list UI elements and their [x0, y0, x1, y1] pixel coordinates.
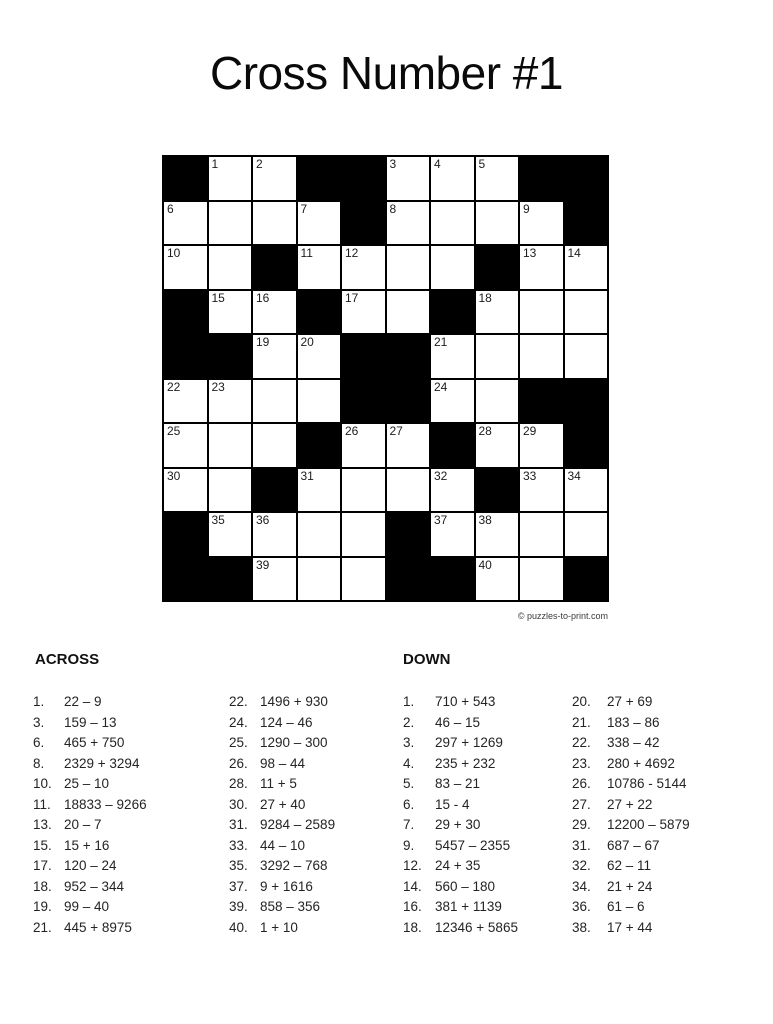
grid-cell[interactable]: [431, 513, 474, 556]
clue-number: 35.: [229, 858, 248, 873]
cell-number: 20: [300, 335, 314, 349]
cell-number: 40: [478, 557, 492, 572]
grid-cell[interactable]: [387, 246, 430, 289]
grid-cell-black: [298, 157, 341, 200]
clue-text: 15 + 16: [64, 837, 110, 853]
grid-cell[interactable]: [520, 513, 563, 556]
cell-number: 36: [256, 513, 270, 527]
cell-number: 17: [345, 290, 359, 305]
cell-number: 30: [167, 468, 181, 483]
clue-text: 12346 + 5865: [435, 919, 518, 935]
clue-item: [572, 920, 690, 941]
clue-item: [572, 797, 690, 818]
clue-number: 31.: [572, 837, 591, 853]
cell-number: 26: [345, 424, 359, 438]
clue-number: 30.: [229, 796, 248, 812]
clue-text: 710 + 543: [435, 694, 496, 709]
grid-cell[interactable]: [253, 157, 296, 200]
clue-number: 29.: [572, 817, 591, 832]
clue-number: 16.: [403, 899, 422, 914]
clue-number: 2.: [403, 714, 415, 730]
clue-text: 20 – 7: [64, 817, 102, 832]
grid-cell[interactable]: [565, 291, 608, 334]
clue-text: 9284 – 2589: [260, 817, 336, 832]
grid-cell[interactable]: [387, 469, 430, 512]
clue-text: 62 – 11: [607, 858, 652, 873]
watermark-credit: © puzzles-to-print.com: [517, 611, 608, 621]
grid-cell-black: [565, 380, 608, 423]
grid-cell[interactable]: [342, 291, 385, 334]
grid-cell[interactable]: [520, 424, 563, 467]
cell-number: 33: [523, 468, 537, 483]
clue-item: [33, 756, 147, 777]
clue-number: 8.: [33, 755, 45, 771]
cell-number: 16: [256, 290, 270, 305]
cell-number: 34: [567, 468, 581, 483]
grid-cell-black: [520, 157, 563, 200]
clue-number: 22.: [229, 694, 248, 709]
clue-text: 24 + 35: [435, 858, 481, 873]
grid-cell[interactable]: [209, 291, 252, 334]
clue-number: 14.: [403, 878, 422, 894]
clue-item: [403, 838, 518, 859]
clue-number: 3.: [403, 735, 415, 750]
cell-number: 5: [478, 157, 486, 171]
cell-number: 24: [434, 379, 448, 394]
clue-item: [229, 776, 335, 797]
grid-cell-black: [342, 202, 385, 245]
clue-text: 2329 + 3294: [64, 755, 140, 771]
cell-number: 15: [211, 290, 225, 305]
grid-cell[interactable]: [520, 291, 563, 334]
grid-cell[interactable]: [164, 246, 207, 289]
grid-cell[interactable]: [164, 202, 207, 245]
clue-number: 24.: [229, 714, 248, 730]
clue-text: 183 – 86: [607, 714, 660, 730]
grid-cell[interactable]: [298, 469, 341, 512]
cell-number: 39: [256, 557, 270, 572]
clue-item: [572, 715, 690, 736]
clue-text: 687 – 67: [607, 837, 660, 853]
grid-cell-black: [253, 246, 296, 289]
clue-number: 28.: [229, 776, 248, 791]
grid-cell[interactable]: [431, 380, 474, 423]
clue-item: [403, 817, 518, 838]
clue-item: [572, 776, 690, 797]
clue-text: 159 – 13: [64, 714, 117, 730]
grid-cell[interactable]: [209, 513, 252, 556]
cell-number: 12: [345, 246, 359, 260]
grid-cell[interactable]: [476, 513, 519, 556]
clue-text: 9 + 1616: [260, 878, 313, 894]
grid-cell[interactable]: [342, 246, 385, 289]
clue-text: 1 + 10: [260, 919, 298, 935]
clue-number: 6.: [33, 735, 45, 750]
grid-cell[interactable]: [342, 469, 385, 512]
clue-number: 25.: [229, 735, 248, 750]
grid-cell[interactable]: [209, 246, 252, 289]
cell-number: 37: [434, 513, 448, 527]
clue-number: 12.: [403, 858, 422, 873]
clue-item: [572, 879, 690, 900]
clue-item: [33, 797, 147, 818]
clue-text: 1496 + 930: [260, 694, 328, 709]
clue-text: 445 + 8975: [64, 919, 132, 935]
grid-cell-black: [164, 513, 207, 556]
clue-text: 952 – 344: [64, 878, 125, 894]
grid-cell[interactable]: [209, 202, 252, 245]
clue-item: [229, 817, 335, 838]
grid-cell[interactable]: [164, 380, 207, 423]
clue-text: 560 – 180: [435, 878, 496, 894]
clue-item: [229, 899, 335, 920]
clue-item: [403, 756, 518, 777]
grid-cell-black: [342, 157, 385, 200]
clue-text: 11 + 5: [260, 776, 297, 791]
page-title: Cross Number #1: [210, 47, 563, 99]
clue-text: 25 – 10: [64, 776, 110, 791]
cell-number: 18: [478, 290, 492, 305]
grid-cell[interactable]: [342, 513, 385, 556]
across-clues-column-2: [229, 694, 335, 940]
grid-cell[interactable]: [565, 469, 608, 512]
clue-number: 18.: [403, 919, 422, 935]
cell-number: 4: [434, 157, 441, 171]
grid-cell[interactable]: [431, 202, 474, 245]
clue-text: 21 + 24: [607, 878, 653, 894]
cell-number: 1: [211, 157, 219, 171]
clue-item: [33, 735, 147, 756]
cell-number: 9: [523, 201, 530, 216]
grid-cell[interactable]: [476, 335, 519, 378]
grid-cell-black: [164, 558, 207, 601]
clue-item: [403, 920, 518, 941]
cell-number: 21: [434, 335, 448, 349]
grid-cell[interactable]: [387, 424, 430, 467]
grid-cell[interactable]: [565, 246, 608, 289]
clue-number: 1.: [403, 694, 415, 709]
clue-text: 98 – 44: [260, 755, 306, 771]
clue-text: 83 – 21: [435, 776, 481, 791]
grid-cell[interactable]: [253, 202, 296, 245]
clue-item: [33, 838, 147, 859]
clue-number: 1.: [33, 694, 45, 709]
clue-item: [33, 899, 147, 920]
grid-cell[interactable]: [209, 424, 252, 467]
clue-item: [33, 694, 147, 715]
grid-cell-black: [565, 157, 608, 200]
clue-text: 46 – 15: [435, 714, 481, 730]
grid-cell[interactable]: [520, 335, 563, 378]
grid-cell[interactable]: [253, 513, 296, 556]
clue-text: 44 – 10: [260, 837, 306, 853]
grid-cell[interactable]: [476, 380, 519, 423]
clue-text: 3292 – 768: [260, 858, 328, 873]
clue-number: 34.: [572, 878, 591, 894]
clue-number: 39.: [229, 899, 248, 914]
grid-cell-black: [387, 380, 430, 423]
clue-number: 22.: [572, 735, 591, 750]
clue-item: [33, 920, 147, 941]
clue-item: [403, 858, 518, 879]
clue-number: 26.: [572, 776, 591, 791]
grid-cell[interactable]: [298, 202, 341, 245]
clue-number: 31.: [229, 817, 248, 832]
grid-cell[interactable]: [298, 335, 341, 378]
clue-item: [572, 838, 690, 859]
clue-text: 61 – 6: [607, 899, 645, 914]
down-header: DOWN: [403, 651, 451, 668]
clue-item: [572, 756, 690, 777]
cell-number: 14: [567, 246, 581, 260]
clue-item: [403, 735, 518, 756]
clue-number: 33.: [229, 837, 248, 853]
grid-cell-black: [476, 469, 519, 512]
grid-cell-black: [387, 558, 430, 601]
clue-number: 7.: [403, 817, 415, 832]
grid-cell[interactable]: [253, 291, 296, 334]
clue-text: 27 + 22: [607, 796, 653, 812]
clue-text: 18833 – 9266: [64, 796, 147, 812]
grid-cell-black: [387, 335, 430, 378]
clue-number: 21.: [33, 919, 52, 935]
cell-number: 19: [256, 335, 270, 349]
clue-item: [229, 858, 335, 879]
clue-text: 17 + 44: [607, 919, 653, 935]
grid-cell[interactable]: [387, 291, 430, 334]
clue-item: [403, 797, 518, 818]
cell-number: 31: [300, 468, 314, 483]
clue-text: 1290 – 300: [260, 735, 328, 750]
grid-cell-black: [565, 202, 608, 245]
clue-text: 338 – 42: [607, 735, 660, 750]
clue-number: 23.: [572, 755, 591, 771]
across-header: ACROSS: [35, 651, 100, 668]
cell-number: 11: [300, 246, 313, 260]
clue-text: 381 + 1139: [435, 899, 502, 914]
grid-cell[interactable]: [565, 335, 608, 378]
clue-text: 124 – 46: [260, 714, 313, 730]
clue-item: [229, 715, 335, 736]
grid-cell[interactable]: [431, 246, 474, 289]
cell-number: 35: [211, 513, 225, 527]
grid-cell-black: [209, 558, 252, 601]
clue-text: 29 + 30: [435, 817, 481, 832]
clue-text: 15 - 4: [435, 796, 470, 812]
clue-item: [572, 858, 690, 879]
cell-number: 23: [211, 379, 225, 394]
grid-cell-black: [565, 424, 608, 467]
clue-text: 99 – 40: [64, 899, 110, 914]
grid-cell[interactable]: [476, 558, 519, 601]
clue-number: 20.: [572, 694, 591, 709]
grid-cell[interactable]: [253, 335, 296, 378]
grid-cell-black: [431, 424, 474, 467]
grid-cell-black: [164, 335, 207, 378]
grid-cell[interactable]: [164, 469, 207, 512]
grid-cell-black: [565, 558, 608, 601]
clue-item: [403, 879, 518, 900]
cell-number: 2: [256, 157, 263, 171]
clue-text: 27 + 69: [607, 694, 653, 709]
grid-cell-black: [164, 157, 207, 200]
clue-number: 17.: [33, 858, 52, 873]
clue-item: [572, 735, 690, 756]
grid-cell[interactable]: [342, 558, 385, 601]
clue-text: 27 + 40: [260, 796, 306, 812]
grid-cell[interactable]: [476, 291, 519, 334]
cell-number: 10: [167, 246, 181, 260]
clue-number: 6.: [403, 796, 415, 812]
cell-number: 32: [434, 468, 448, 483]
cell-number: 27: [389, 424, 403, 438]
clue-item: [33, 715, 147, 736]
clue-item: [33, 817, 147, 838]
cell-number: 22: [167, 379, 181, 394]
grid-cell[interactable]: [565, 513, 608, 556]
grid-cell-black: [253, 469, 296, 512]
cell-number: 28: [478, 424, 492, 438]
grid-cell[interactable]: [476, 424, 519, 467]
grid-cell[interactable]: [298, 380, 341, 423]
grid-cell-black: [298, 424, 341, 467]
grid-cell[interactable]: [209, 157, 252, 200]
clue-number: 40.: [229, 919, 248, 935]
cell-number: 7: [300, 201, 308, 216]
grid-cell[interactable]: [298, 558, 341, 601]
down-clues-column-1: [403, 694, 518, 940]
clue-item: [229, 756, 335, 777]
clue-text: 10786 - 5144: [607, 776, 687, 791]
clue-number: 13.: [33, 817, 52, 832]
puzzle-grid: [162, 155, 609, 602]
clue-item: [33, 879, 147, 900]
grid-cell[interactable]: [520, 558, 563, 601]
clue-item: [403, 715, 518, 736]
grid-cell[interactable]: [342, 424, 385, 467]
grid-cell-black: [476, 246, 519, 289]
grid-cell[interactable]: [253, 380, 296, 423]
grid-cell-black: [164, 291, 207, 334]
grid-cell[interactable]: [476, 202, 519, 245]
clue-item: [572, 694, 690, 715]
clue-text: 235 + 232: [435, 755, 496, 771]
clue-number: 38.: [572, 919, 591, 935]
clue-number: 26.: [229, 755, 248, 771]
clue-number: 10.: [33, 776, 52, 791]
cell-number: 38: [478, 513, 492, 527]
grid-cell[interactable]: [431, 469, 474, 512]
grid-cell[interactable]: [431, 335, 474, 378]
clue-item: [229, 735, 335, 756]
clue-item: [403, 694, 518, 715]
clue-text: 280 + 4692: [607, 755, 675, 771]
cell-number: 13: [523, 246, 537, 260]
clue-item: [33, 858, 147, 879]
clue-number: 19.: [33, 899, 52, 914]
clue-number: 36.: [572, 899, 591, 914]
grid-cell[interactable]: [253, 558, 296, 601]
grid-cell-black: [520, 380, 563, 423]
grid-cell-black: [298, 291, 341, 334]
grid-cell[interactable]: [476, 157, 519, 200]
clue-item: [229, 838, 335, 859]
clue-number: 11.: [33, 796, 51, 812]
clue-text: 858 – 356: [260, 899, 321, 914]
clue-text: 22 – 9: [64, 694, 102, 709]
grid-cell-black: [387, 513, 430, 556]
cell-number: 6: [167, 201, 174, 216]
clue-item: [403, 899, 518, 920]
clue-item: [33, 776, 147, 797]
clue-number: 32.: [572, 858, 591, 873]
clue-text: 297 + 1269: [435, 735, 503, 750]
grid-cell[interactable]: [520, 469, 563, 512]
cell-number: 25: [167, 424, 181, 438]
clue-text: 465 + 750: [64, 735, 125, 750]
grid-cell-black: [431, 291, 474, 334]
grid-cell[interactable]: [520, 202, 563, 245]
clue-item: [229, 879, 335, 900]
clue-number: 27.: [572, 796, 591, 812]
clue-text: 5457 – 2355: [435, 837, 511, 853]
grid-cell[interactable]: [298, 246, 341, 289]
grid-cell[interactable]: [387, 157, 430, 200]
clue-number: 18.: [33, 878, 52, 894]
clue-number: 3.: [33, 714, 45, 730]
grid-cell[interactable]: [209, 469, 252, 512]
grid-cell[interactable]: [253, 424, 296, 467]
clue-item: [403, 776, 518, 797]
clue-item: [229, 797, 335, 818]
grid-cell[interactable]: [164, 424, 207, 467]
clue-number: 37.: [229, 878, 248, 894]
cell-number: 8: [389, 201, 397, 216]
down-clues-column-2: [572, 694, 690, 940]
clue-text: 120 – 24: [64, 858, 117, 873]
clue-item: [572, 899, 690, 920]
clue-number: 5.: [403, 776, 415, 791]
across-clues-column-1: [33, 694, 147, 940]
grid-cell-black: [342, 335, 385, 378]
clue-item: [572, 817, 690, 838]
clue-number: 15.: [33, 837, 52, 853]
cell-number: 3: [389, 157, 397, 171]
grid-cell[interactable]: [209, 380, 252, 423]
clue-number: 21.: [572, 714, 591, 730]
clue-item: [229, 920, 335, 941]
grid-cell-black: [431, 558, 474, 601]
grid-cell-black: [342, 380, 385, 423]
cell-number: 29: [523, 424, 537, 438]
grid-cell[interactable]: [298, 513, 341, 556]
grid-cell[interactable]: [431, 157, 474, 200]
clue-text: 12200 – 5879: [607, 817, 690, 832]
clue-item: [229, 694, 335, 715]
clue-number: 9.: [403, 837, 415, 853]
clue-number: 4.: [403, 755, 415, 771]
grid-cell[interactable]: [520, 246, 563, 289]
grid-cell-black: [209, 335, 252, 378]
grid-cell[interactable]: [387, 202, 430, 245]
